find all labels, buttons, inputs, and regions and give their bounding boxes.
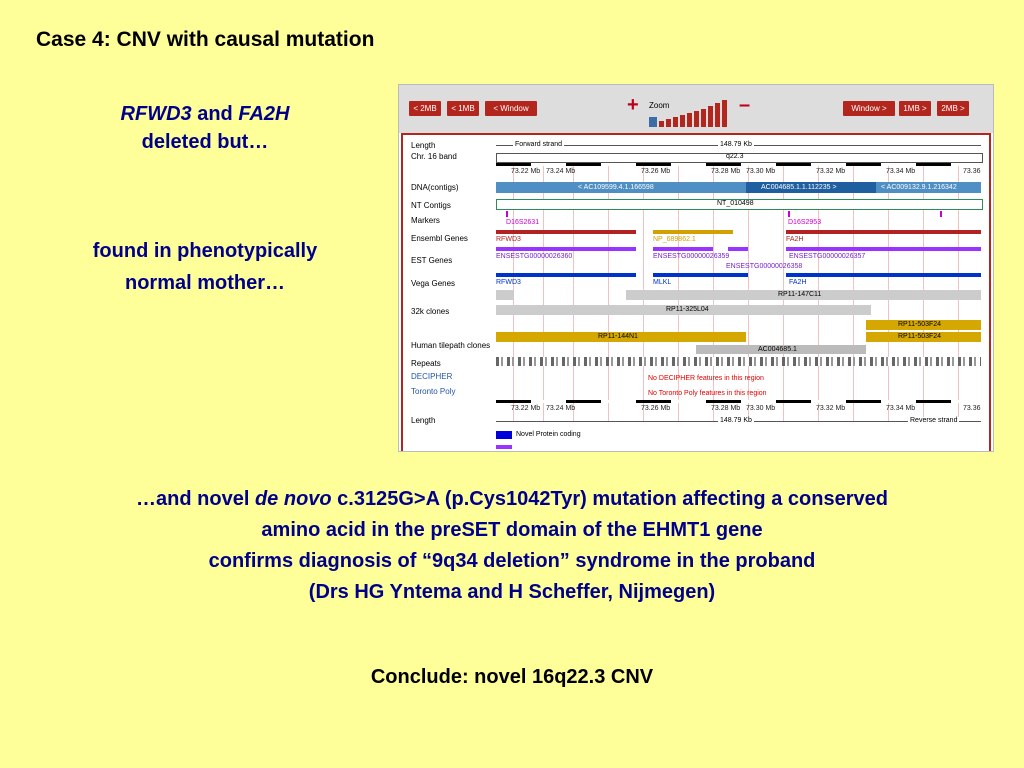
tick-bot-2: 73.24 Mb — [546, 405, 576, 412]
tick-top-3: 73.26 Mb — [641, 168, 671, 175]
gene-fa2h: FA2H — [238, 103, 290, 125]
ensembl-rfwd3-bar[interactable] — [496, 230, 636, 234]
tick-top-7: 73.34 Mb — [886, 168, 916, 175]
marker-3-tick — [940, 211, 942, 217]
clone-rp11-147c11-label: RP11-147C11 — [778, 291, 822, 298]
clone-rp11-144n1-label: RP11-144N1 — [598, 333, 638, 340]
track-length-bottom: Length — [411, 416, 436, 425]
vega-rfwd3-bar[interactable] — [496, 273, 636, 277]
est-2-bar[interactable] — [653, 247, 713, 251]
tick-top-5: 73.30 Mb — [746, 168, 776, 175]
and-word: and — [197, 103, 233, 125]
track-ensembl-genes: Ensembl Genes — [411, 234, 468, 243]
track-panel — [401, 133, 991, 451]
genome-browser-screenshot — [398, 84, 994, 452]
tick-bot-5: 73.30 Mb — [746, 405, 776, 412]
length-kb-label: 148.79 Kb — [720, 141, 752, 148]
tick-bot-8: 73.36 — [963, 405, 981, 412]
track-length: Length — [411, 141, 436, 150]
contig-3-label: < AC009132.9.1.216342 — [881, 184, 957, 191]
legend-swatch-2 — [496, 445, 512, 449]
ruler-top — [496, 163, 981, 166]
main-line-4: (Drs HG Yntema and H Scheffer, Nijmegen) — [308, 581, 716, 603]
ensembl-fa2h-label[interactable]: FA2H — [786, 236, 804, 243]
clone-small[interactable] — [496, 290, 514, 300]
reverse-strand-label: Reverse strand — [910, 417, 958, 424]
tick-bot-6: 73.32 Mb — [816, 405, 846, 412]
track-tilepath-clones: Human tilepath clones — [411, 341, 491, 350]
tick-top-4: 73.28 Mb — [711, 168, 741, 175]
nav-fwd-1mb-button[interactable]: 1MB > — [899, 101, 931, 116]
est-3-label[interactable]: ENSESTG00000026357 — [789, 253, 866, 260]
contig-1-label: < AC109599.4.1.166598 — [578, 184, 654, 191]
repeats-track[interactable] — [496, 357, 981, 366]
track-repeats: Repeats — [411, 359, 441, 368]
de-novo-text: de novo — [254, 488, 332, 510]
vega-fa2h-bar[interactable] — [786, 273, 981, 277]
clone-rp11-325l04-label: RP11-325L04 — [666, 306, 709, 313]
vega-mlkl-bar[interactable] — [653, 273, 748, 277]
vega-rfwd3-label[interactable]: RFWD3 — [496, 279, 521, 286]
est-2-label[interactable]: ENSESTG00000026359 — [653, 253, 730, 260]
tick-bot-7: 73.34 Mb — [886, 405, 916, 412]
marker-2-tick — [788, 211, 790, 217]
conclusion-text: Conclude: novel 16q22.3 CNV — [370, 666, 654, 688]
nav-back-1mb-button[interactable]: < 1MB — [447, 101, 479, 116]
ensembl-np-bar[interactable] — [653, 230, 733, 234]
track-chr-band: Chr. 16 band — [411, 152, 457, 161]
zoom-label: Zoom — [649, 101, 670, 110]
slide-title: Case 4: CNV with causal mutation — [36, 28, 375, 51]
main-line-1c: c.3125G>A (p.Cys1042Tyr) mutation affecting a conserved — [331, 488, 888, 510]
est-3-bar[interactable] — [786, 247, 981, 251]
ensembl-np-label[interactable]: NP_689862.1 — [653, 236, 696, 243]
zoom-out-icon[interactable]: – — [739, 94, 751, 116]
est-1-label[interactable]: ENSESTG00000026360 — [496, 253, 573, 260]
length-kb-bottom-label: 148.79 Kb — [720, 417, 752, 424]
band-label: q22.3 — [726, 153, 744, 160]
nav-back-2mb-button[interactable]: < 2MB — [409, 101, 441, 116]
mother-line-1: found in phenotypically — [92, 240, 318, 262]
track-est-genes: EST Genes — [411, 256, 453, 265]
legend-label: Novel Protein coding — [516, 431, 581, 438]
deleted-but-text: deleted but… — [141, 131, 269, 153]
track-vega-genes: Vega Genes — [411, 279, 456, 288]
marker-1-tick — [506, 211, 508, 217]
tick-bot-3: 73.26 Mb — [641, 405, 671, 412]
tick-bot-4: 73.28 Mb — [711, 405, 741, 412]
tick-top-2: 73.24 Mb — [546, 168, 576, 175]
track-32k-clones: 32k clones — [411, 307, 450, 316]
track-nt-contigs: NT Contigs — [411, 201, 451, 210]
ensembl-rfwd3-label[interactable]: RFWD3 — [496, 236, 521, 243]
ensembl-fa2h-bar[interactable] — [786, 230, 981, 234]
mutation-text — [0, 484, 1024, 608]
tick-top-1: 73.22 Mb — [511, 168, 541, 175]
nav-fwd-window-button[interactable]: Window > — [843, 101, 895, 116]
left-text-deleted — [60, 100, 350, 156]
ruler-bottom — [496, 400, 981, 403]
browser-nav-bar — [399, 85, 993, 133]
forward-strand-label: Forward strand — [515, 141, 563, 148]
no-decipher-label: No DECIPHER features in this region — [648, 375, 764, 382]
main-line-1a: …and novel — [136, 488, 255, 510]
clone-rp11-503f24-b-label: RP11-503F24 — [898, 333, 942, 340]
main-line-2: amino acid in the preSET domain of the EHMT1 gene — [261, 519, 763, 541]
nav-fwd-2mb-button[interactable]: 2MB > — [937, 101, 969, 116]
est-2b-bar[interactable] — [728, 247, 748, 251]
mother-line-2: normal mother… — [124, 272, 286, 294]
clone-ac004685-label: AC004685.1 — [758, 346, 797, 353]
zoom-scale[interactable] — [649, 97, 734, 127]
track-dna-contigs: DNA(contigs) — [411, 183, 459, 192]
no-toronto-label: No Toronto Poly features in this region — [648, 390, 767, 397]
track-decipher[interactable]: DECIPHER — [411, 372, 453, 381]
nav-back-window-button[interactable]: < Window — [485, 101, 537, 116]
left-text-mother — [40, 235, 370, 299]
track-toronto-poly[interactable]: Toronto Poly — [411, 387, 456, 396]
est-4-label[interactable]: ENSESTG00000026358 — [726, 263, 803, 270]
tick-top-8: 73.36 — [963, 168, 981, 175]
est-1-bar[interactable] — [496, 247, 636, 251]
contig-2-label: AC004685.1.1.112235 > — [761, 184, 837, 191]
vega-mlkl-label[interactable]: MLKL — [653, 279, 672, 286]
track-markers: Markers — [411, 216, 440, 225]
clone-rp11-503f24-a-label: RP11-503F24 — [898, 321, 942, 328]
main-line-3: confirms diagnosis of “9q34 deletion” syndrome in the proband — [208, 550, 816, 572]
marker-1-label[interactable]: D16S2631 — [506, 219, 540, 226]
tick-top-6: 73.32 Mb — [816, 168, 846, 175]
marker-2-label[interactable]: D16S2953 — [788, 219, 822, 226]
tick-bot-1: 73.22 Mb — [511, 405, 541, 412]
vega-fa2h-label[interactable]: FA2H — [789, 279, 807, 286]
nt-contig-label: NT_010498 — [717, 200, 754, 207]
zoom-in-icon[interactable]: + — [627, 94, 639, 116]
legend-swatch — [496, 431, 512, 439]
gene-rfwd3: RFWD3 — [120, 103, 192, 125]
